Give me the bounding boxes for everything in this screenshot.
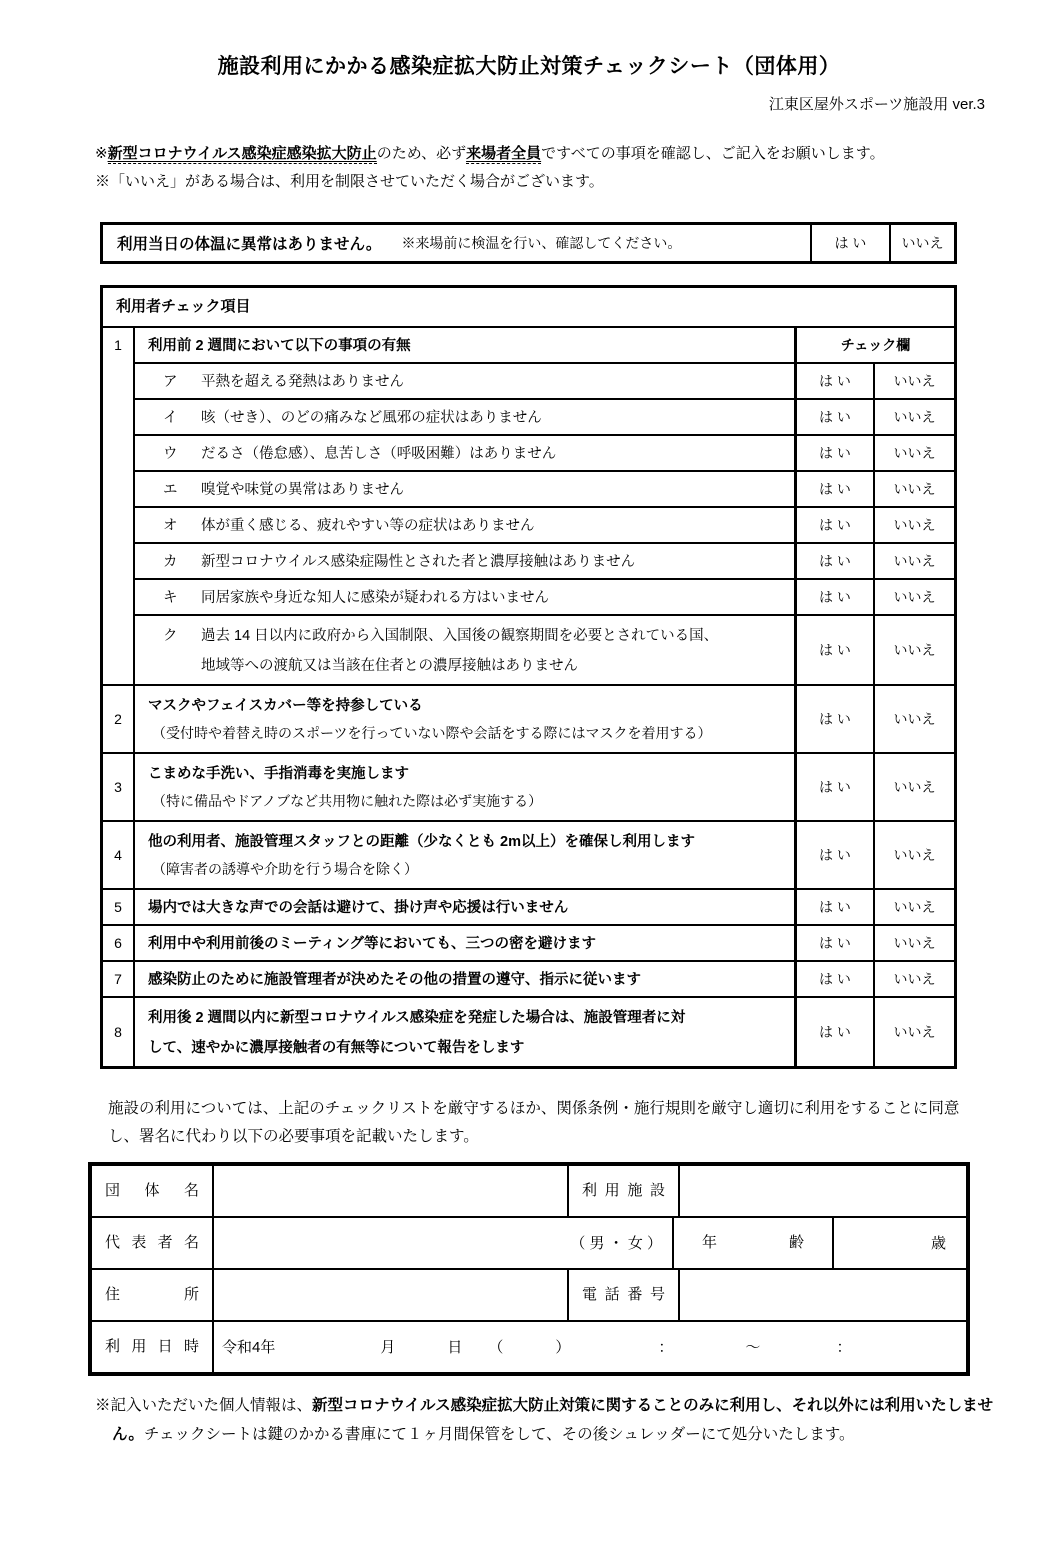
no-cell[interactable]: いいえ — [873, 998, 954, 1066]
address-label: 住所 — [105, 1285, 199, 1303]
checklist-table-header: 利用者チェック項目 — [103, 288, 954, 328]
checklist-row-3 — [103, 754, 954, 822]
note1-emphasis-1: 新型コロナウイルス感染症感染拡大防止 — [107, 145, 377, 162]
privacy-note — [95, 1392, 995, 1449]
yes-cell[interactable]: は い — [794, 822, 873, 888]
row-number: 4 — [103, 822, 135, 888]
group-name-label: 団体名 — [105, 1181, 199, 1199]
row-content — [135, 926, 794, 960]
yes-cell[interactable]: は い — [794, 508, 873, 542]
yes-cell[interactable]: は い — [794, 544, 873, 578]
signature-row-address — [92, 1270, 966, 1322]
row-content — [135, 890, 794, 924]
check-item — [135, 544, 794, 578]
row-number: 7 — [103, 962, 135, 996]
note1-suffix: ですべての事項を確認し、ご記入をお願いします。 — [541, 145, 885, 162]
group-name-input[interactable] — [212, 1166, 567, 1216]
section-1-body — [135, 328, 954, 684]
representative-label: 代表者名 — [105, 1233, 199, 1251]
item-key: カ — [163, 554, 178, 570]
temperature-note: ※来場前に検温を行い、確認してください。 — [401, 234, 682, 251]
no-cell[interactable]: いいえ — [873, 962, 954, 996]
item-key: キ — [163, 590, 178, 606]
item-text: 同居家族や身近な知人に感染が疑われる方はいません — [201, 590, 549, 606]
phone-input[interactable] — [678, 1270, 966, 1320]
item-key: ア — [163, 374, 178, 390]
privacy-emphasis: 新型コロナウイルス感染症拡大防止対策に関することのみに利用し、それ以外には利用いたしません。 — [112, 1396, 994, 1443]
section-1-title: 利用前 2 週間において以下の事項の有無 — [148, 338, 411, 354]
facility-input[interactable] — [678, 1166, 966, 1216]
signature-row-datetime — [92, 1322, 966, 1372]
yes-cell[interactable]: は い — [794, 580, 873, 614]
no-cell[interactable]: いいえ — [873, 364, 954, 398]
time-tilde: ～ — [745, 1339, 761, 1357]
yes-cell[interactable]: は い — [794, 926, 873, 960]
item-text: 体が重く感じる、疲れやすい等の症状はありません — [201, 518, 535, 534]
check-item — [135, 580, 794, 614]
temperature-check-label — [103, 225, 810, 261]
yes-cell[interactable]: は い — [794, 472, 873, 506]
signature-table — [88, 1162, 970, 1376]
row-content — [135, 998, 794, 1066]
page-title: 施設利用にかかる感染症拡大防止対策チェックシート（団体用） — [217, 55, 841, 78]
check-item — [135, 436, 794, 470]
row-number: 1 — [103, 328, 135, 684]
check-item-row — [135, 616, 954, 684]
no-cell[interactable]: いいえ — [873, 754, 954, 820]
row-note: （受付時や着替え時のスポーツを行っていない際や会話をする際にはマスクを着用する） — [152, 725, 712, 742]
check-item-row — [135, 364, 954, 400]
note1-prefix: ※ — [95, 145, 108, 162]
row-number: 6 — [103, 926, 135, 960]
signature-row-representative — [92, 1218, 966, 1270]
note1-emphasis-2: 来場者全員 — [466, 145, 542, 162]
row-title: 利用中や利用前後のミーティング等においても、三つの密を避けます — [148, 936, 597, 952]
no-cell[interactable]: いいえ — [873, 400, 954, 434]
check-item — [135, 472, 794, 506]
row-title-line-2: して、速やかに濃厚接触者の有無等について報告をします — [148, 1039, 525, 1056]
temperature-statement: 利用当日の体温に異常はありません。 — [117, 235, 382, 253]
note-line-2: ※「いいえ」がある場合は、利用を制限させていただく場合がございます。 — [95, 172, 604, 190]
facility-label: 利用施設 — [567, 1166, 678, 1216]
era-year: 令和4年 — [222, 1339, 276, 1357]
temperature-check-row — [100, 222, 957, 264]
item-key: オ — [163, 518, 178, 534]
no-cell[interactable]: いいえ — [873, 686, 954, 752]
row-number: 2 — [103, 686, 135, 752]
document-page — [0, 50, 1058, 1449]
checklist-row-4 — [103, 822, 954, 890]
item-text-line-2: 地域等への渡航又は当該在住者との濃厚接触はありません — [201, 657, 578, 674]
row-content — [135, 686, 794, 752]
representative-name-input[interactable] — [212, 1218, 672, 1268]
item-key: ウ — [163, 446, 178, 462]
row-title: こまめな手洗い、手指消毒を実施します — [148, 765, 409, 782]
agreement-text: 施設の利用については、上記のチェックリストを厳守するほか、関係条例・施行規則を厳守し適切に利用をすることに同意し、署名に代わり以下の必要事項を記載いたします。 — [108, 1099, 960, 1146]
section-1-title-row — [135, 328, 954, 364]
time-colon-start: ： — [658, 1339, 674, 1357]
no-cell[interactable]: いいえ — [873, 436, 954, 470]
yes-cell[interactable]: は い — [794, 364, 873, 398]
checklist-row-2 — [103, 686, 954, 754]
address-input[interactable] — [212, 1270, 567, 1320]
privacy-suffix: チェックシートは鍵のかかる書庫にて１ヶ月間保管をして、その後シュレッダーにて処分いたします。 — [143, 1425, 855, 1443]
row-content — [135, 754, 794, 820]
check-item-row — [135, 580, 954, 616]
no-cell[interactable]: いいえ — [873, 890, 954, 924]
row-number: 8 — [103, 998, 135, 1066]
item-key: エ — [163, 482, 178, 498]
signature-row-group — [92, 1166, 966, 1218]
row-title: 感染防止のために施設管理者が決めたその他の措置の遵守、指示に従います — [148, 972, 641, 988]
checklist-row-6 — [103, 926, 954, 962]
weekday-paren-close: ） — [555, 1339, 571, 1357]
check-item-row — [135, 508, 954, 544]
item-text-line-1: ク 過去 14 日以内に政府から入国制限、入国後の観察期間を必要とされている国、 — [148, 624, 794, 645]
check-item-row — [135, 544, 954, 580]
age-unit: 歳 — [930, 1235, 946, 1253]
age-input[interactable] — [832, 1218, 966, 1268]
temperature-yes-cell[interactable]: は い — [810, 225, 889, 261]
yes-cell[interactable]: は い — [794, 890, 873, 924]
check-column-header: チェック欄 — [794, 328, 954, 362]
item-text: 嗅覚や味覚の異常はありません — [201, 482, 404, 498]
time-colon-end: ： — [836, 1339, 852, 1357]
checklist-table — [100, 285, 957, 1069]
row-title: マスクやフェイスカバー等を持参している — [148, 697, 423, 714]
no-cell[interactable]: いいえ — [873, 926, 954, 960]
row-title: 場内では大きな声での会話は避けて、掛け声や応援は行いません — [148, 900, 569, 916]
check-item-row — [135, 436, 954, 472]
checklist-row-5 — [103, 890, 954, 926]
checklist-section-1 — [103, 328, 954, 686]
no-cell[interactable]: いいえ — [873, 822, 954, 888]
item-text: だるさ（倦怠感）、息苦しさ（呼吸困難）はありません — [201, 446, 557, 462]
weekday-paren-open: （ — [488, 1339, 504, 1357]
yes-cell[interactable]: は い — [794, 998, 873, 1066]
check-item-row — [135, 472, 954, 508]
item-text: 平熱を超える発熱はありません — [201, 374, 404, 390]
no-cell[interactable]: いいえ — [873, 544, 954, 578]
privacy-prefix: ※記入いただいた個人情報は、 — [95, 1396, 313, 1414]
row-note: （特に備品やドアノブなど共用物に触れた際は必ず実施する） — [152, 793, 543, 810]
datetime-label: 利用日時 — [105, 1337, 199, 1355]
row-note: （障害者の誘導や介助を行う場合を除く） — [152, 861, 418, 878]
check-item — [135, 400, 794, 434]
yes-cell[interactable]: は い — [794, 962, 873, 996]
age-label: 年齢 — [672, 1218, 832, 1268]
item-text: 咳（せき）、のどの痛みなど風邪の症状はありません — [201, 410, 542, 426]
yes-cell[interactable]: は い — [794, 400, 873, 434]
yes-cell[interactable]: は い — [794, 436, 873, 470]
yes-cell[interactable]: は い — [794, 754, 873, 820]
item-key: ク — [163, 628, 178, 645]
row-content — [135, 962, 794, 996]
gender-choice[interactable]: （ 男 ・ 女 ） — [570, 1235, 662, 1253]
day-label: 日 — [447, 1339, 463, 1357]
month-label: 月 — [380, 1339, 396, 1357]
row-number: 5 — [103, 890, 135, 924]
temperature-no-cell[interactable]: いいえ — [889, 225, 954, 261]
yes-cell[interactable]: は い — [794, 686, 873, 752]
row-content — [135, 822, 794, 888]
item-text: 新型コロナウイルス感染症陽性とされた者と濃厚接触はありません — [201, 554, 636, 570]
checklist-row-7 — [103, 962, 954, 998]
check-item — [135, 364, 794, 398]
no-cell[interactable]: いいえ — [873, 472, 954, 506]
page-subtitle: 江東区屋外スポーツ施設用 ver.3 — [768, 96, 985, 113]
check-item — [135, 616, 794, 684]
check-item-row — [135, 400, 954, 436]
phone-label: 電話番号 — [567, 1270, 678, 1320]
datetime-input[interactable] — [212, 1322, 966, 1372]
yes-cell[interactable]: は い — [794, 616, 873, 684]
row-title: 他の利用者、施設管理スタッフとの距離（少なくとも 2m以上）を確保し利用します — [148, 833, 695, 850]
no-cell[interactable]: いいえ — [873, 580, 954, 614]
no-cell[interactable]: いいえ — [873, 508, 954, 542]
row-title-line-1: 利用後 2 週間以内に新型コロナウイルス感染症を発症した場合は、施設管理者に対 — [148, 1010, 686, 1027]
checklist-row-8 — [103, 998, 954, 1066]
no-cell[interactable]: いいえ — [873, 616, 954, 684]
note1-mid: のため、必ず — [376, 145, 467, 162]
intro-notes — [95, 140, 1058, 196]
note-line-1 — [95, 140, 1058, 168]
row-number: 3 — [103, 754, 135, 820]
check-item — [135, 508, 794, 542]
item-key: イ — [163, 410, 178, 426]
